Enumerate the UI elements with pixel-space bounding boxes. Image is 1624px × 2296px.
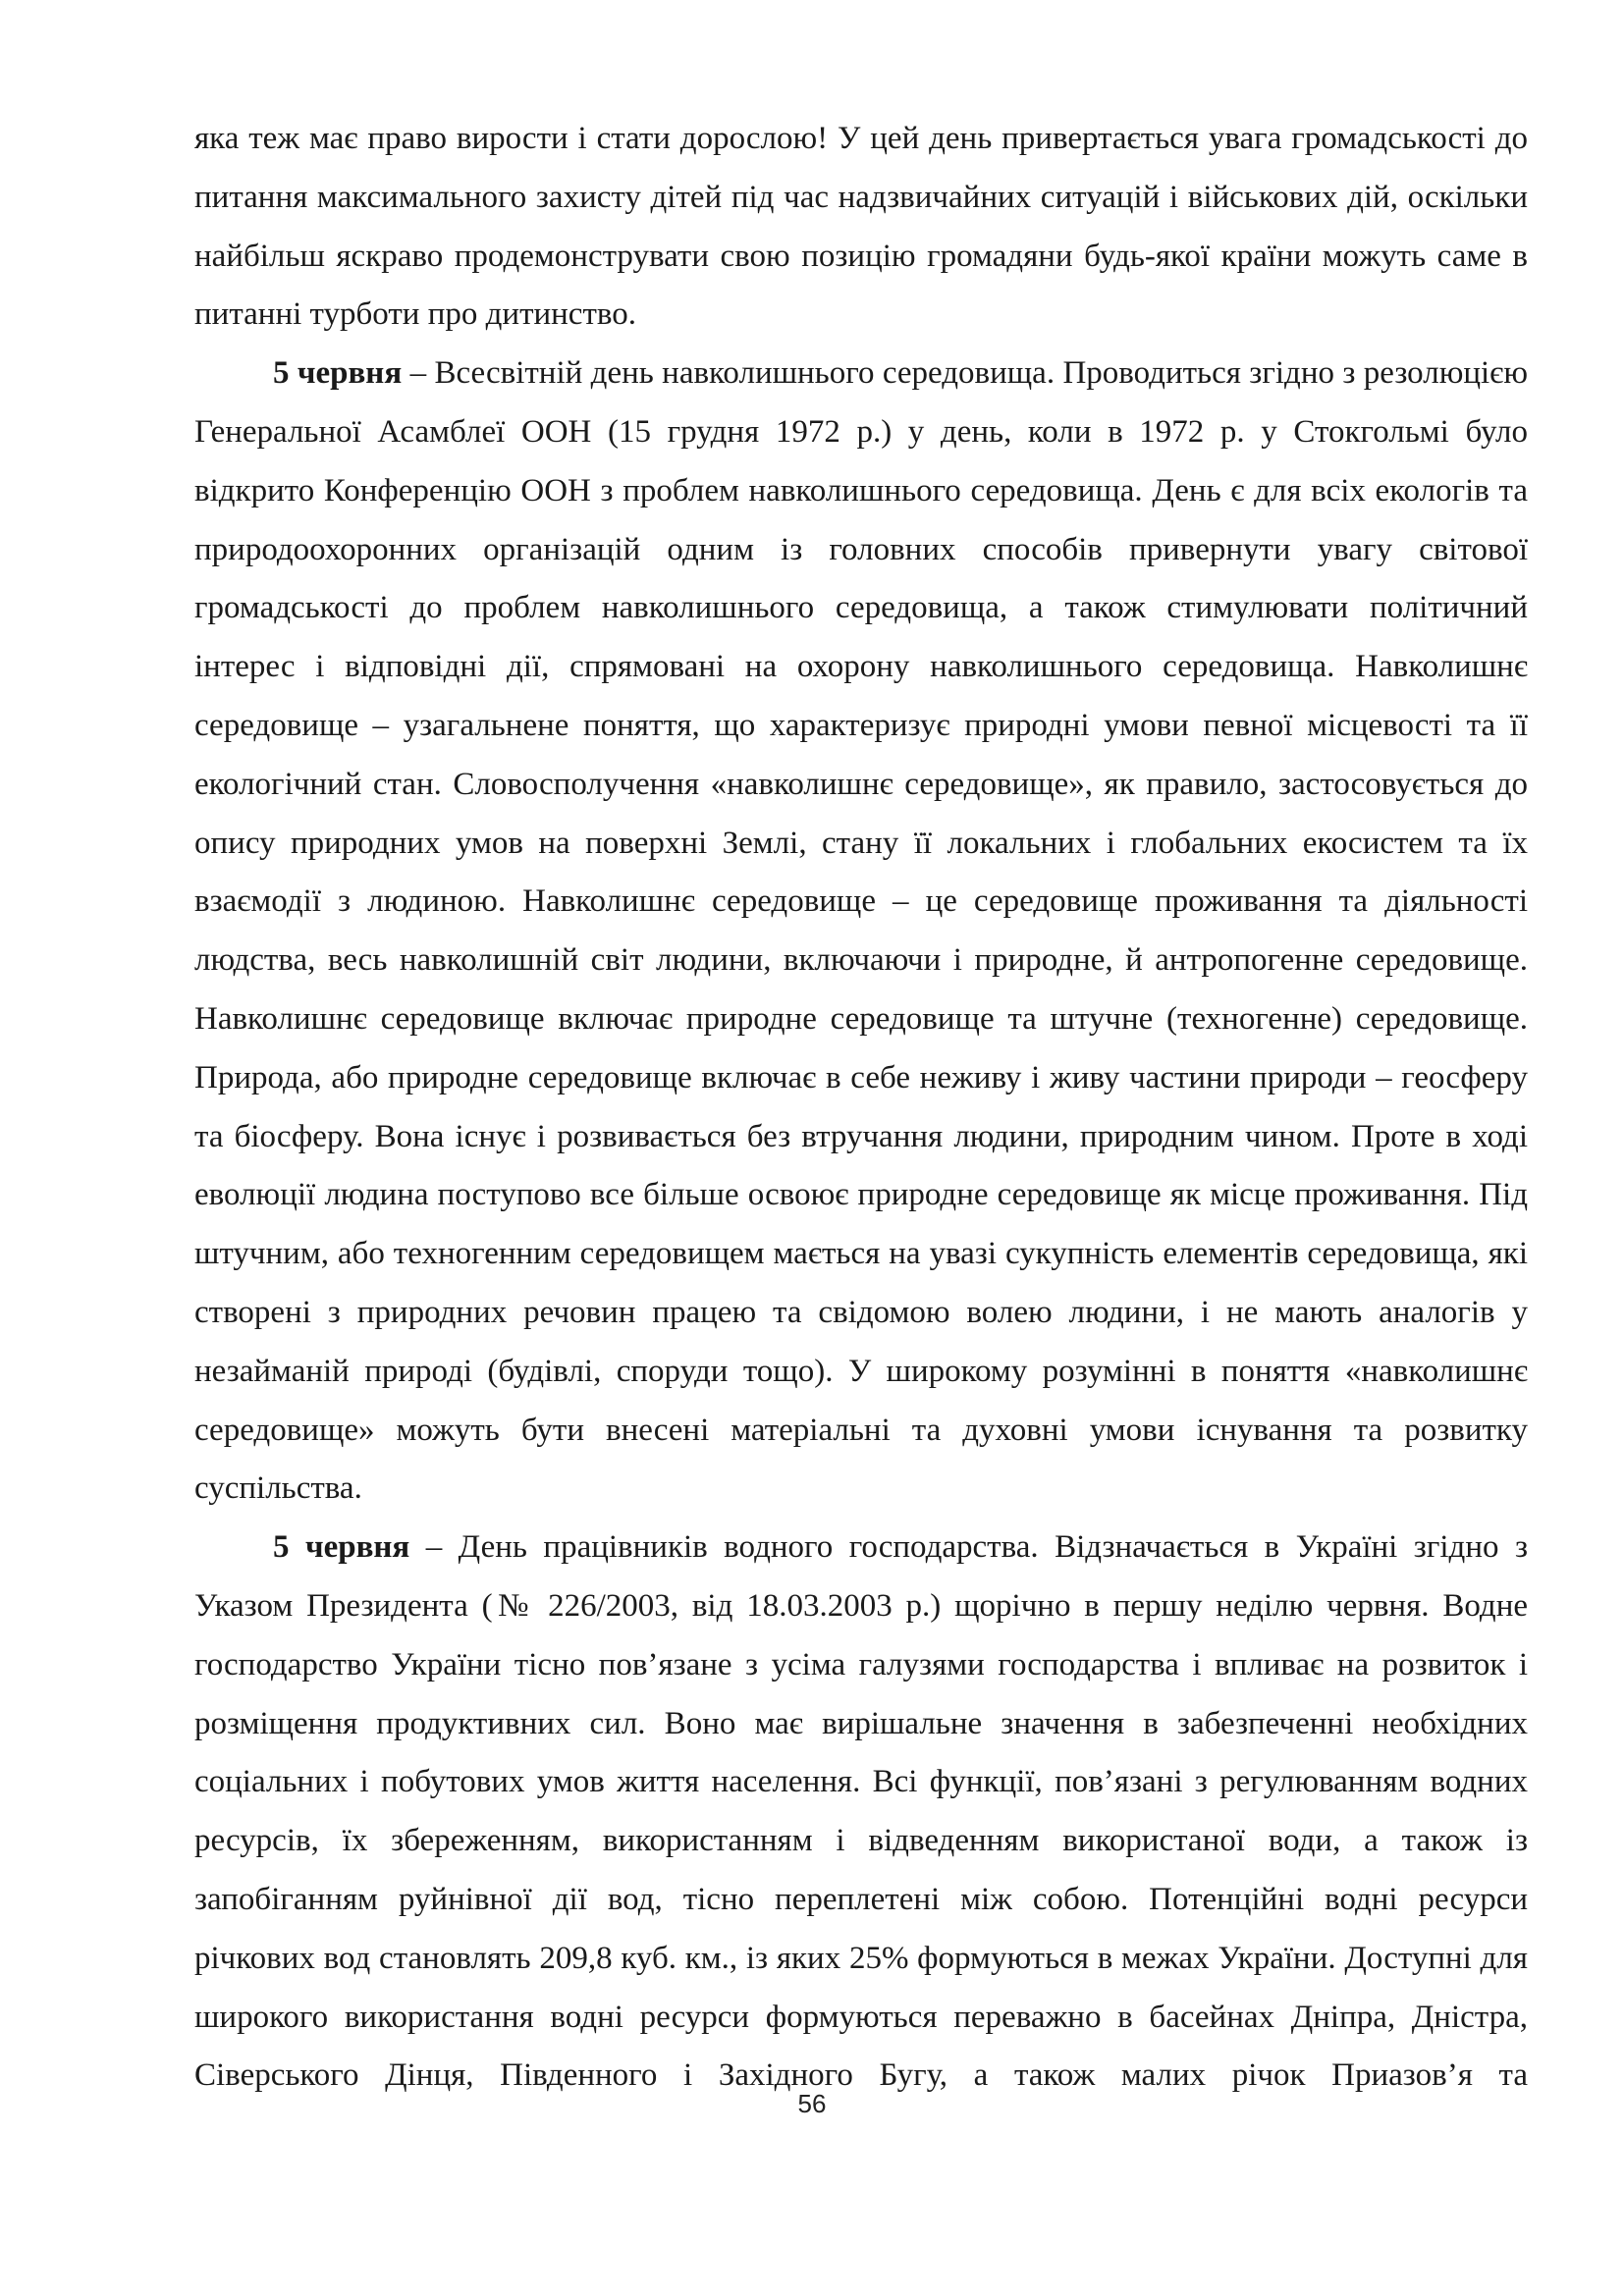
paragraph-continuation [194,110,1528,345]
body-text [194,110,1528,2106]
paragraph-text: яка теж має право вирости і стати дорослою! У цей день привертається увага громадськості до питання максимального захисту дітей під час надзвичайних ситуацій і військових дій, оскільки найбільш яскраво продемонструвати свою позицію громадяни будь-якої країни можуть саме в питанні турботи про дитинство. [194,121,1528,333]
paragraph-text: – День працівників водного господарства. Відзначається в Україні згідно з Указом Президента (№ 226/2003, від 18.03.2003 р.) щорічно в першу неділю червня. Водне господарство України тісно пов’язане з усіма галузями господарства і впливає на розвиток і розміщення продуктивних сил. Воно має вирішальне значення в забезпеченні необхідних соціальних і побутових умов життя населення. Всі функції, пов’язані з регулюванням водних ресурсів, їх збереженням, використанням і відведенням використаної води, а також із запобіганням руйнівної дії вод, тісно переплетені між собою. Потенційні водні ресурси річкових вод становлять 209,8 куб. км., із яких 25% формуються в межах України. Доступні для широкого використання водні ресурси формуються переважно в басейнах Дніпра, Дністра, Сіверського Дінця, Південного і Західного Бугу, а також малих річок Приазов’я та [194,1529,1528,2094]
paragraph-environment-day [194,345,1528,1519]
paragraph-text: – Всесвітній день навколишнього середовища. Проводиться згідно з резолюцією Генеральної Асамблеї ООН (15 грудня 1972 р.) у день, коли в 1972 р. у Стокгольмі було відкрито Конференцію ООН з проблем навколишнього середовища. День є для всіх екологів та природоохоронних організацій одним із головних способів привернути увагу світової громадськості до проблем навколишнього середовища, а також стимулювати політичний інтерес і відповідні дії, спрямовані на охорону навколишнього середовища. Навколишнє середовище – узагальнене поняття, що характеризує природні умови певної місцевості та її екологічний стан. Словосполучення «навколишнє середовище», як правило, застосовується до опису природних умов на поверхні Землі, стану її локальних і глобальних екосистем та їх взаємодії з людиною. Навколишнє середовище – це середовище проживання та діяльності людства, весь навколишній світ людини, включаючи і природне, й антропогенне середовище. Навколишнє середовище включає природне середовище та штучне (техногенне) середовище. Природа, або природне середовище включає в себе неживу і живу частини природи – геосферу та біосферу. Вона існує і розвивається без втручання людини, природним чином. Проте в ході еволюції людина поступово все більше освоює природне середовище як місце проживання. Під штучним, або техногенним середовищем мається на увазі сукупність елементів середовища, які створені з природних речовин працею та свідомою волею людини, і не мають аналогів у незайманій природі (будівлі, споруди тощо). У широкому розумінні в поняття «навколишнє середовище» можуть бути внесені матеріальні та духовні умови існування та розвитку суспільства. [194,355,1528,1507]
date-heading: 5 червня [273,355,403,392]
paragraph-water-workers-day [194,1519,1528,2106]
page-number: 56 [797,2089,827,2118]
date-heading: 5 червня [273,1529,410,1566]
